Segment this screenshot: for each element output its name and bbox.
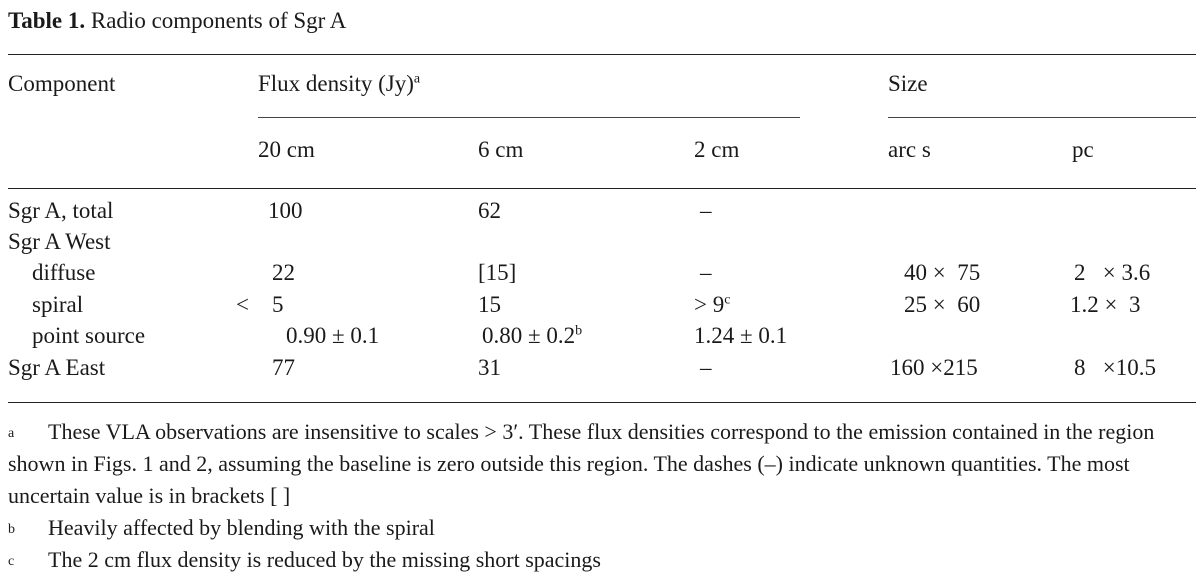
- bottom-rule: [8, 402, 1196, 403]
- cell-20cm: 5: [272, 292, 284, 317]
- cell-2cm: –: [700, 260, 712, 285]
- footnote-mark: c: [8, 554, 15, 569]
- top-rule: [8, 54, 1196, 55]
- header-flux-density-label: Flux density (Jy): [258, 71, 414, 96]
- cell-2cm: [694, 292, 730, 318]
- row-name: point source: [32, 323, 146, 348]
- header-size: Size: [888, 71, 928, 96]
- cell-pc: 1.2 × 3: [1070, 292, 1141, 317]
- cell-6cm: 31: [478, 355, 501, 380]
- header-pc: pc: [1072, 137, 1094, 162]
- cell-20cm: 0.90 ± 0.1: [286, 323, 380, 348]
- cell-20cm: 100: [268, 198, 303, 223]
- cell-20cm-prefix: <: [236, 292, 249, 317]
- table-title: Radio components of Sgr A: [90, 8, 347, 33]
- header-flux-note: a: [413, 71, 421, 87]
- cell-pc: 2 × 3.6: [1074, 260, 1151, 285]
- table-caption: [8, 8, 346, 34]
- row-name: spiral: [32, 292, 84, 317]
- cell-6cm: 15: [478, 292, 501, 317]
- cell-2cm: –: [700, 198, 712, 223]
- header-rule: [8, 188, 1196, 189]
- footnote-b: [8, 512, 1196, 544]
- header-6cm: 6 cm: [478, 137, 524, 162]
- footnote-mark: a: [8, 426, 15, 441]
- size-subrule: [888, 117, 1196, 118]
- cell-2cm: 1.24 ± 0.1: [694, 323, 788, 348]
- cell-arcs: 40 × 75: [904, 260, 981, 285]
- cell-6cm: [15]: [478, 260, 517, 285]
- cell-20cm: 77: [272, 355, 295, 380]
- footnote-c: [8, 544, 1196, 576]
- header-component: Component: [8, 71, 116, 96]
- cell-2cm: –: [700, 355, 712, 380]
- cell-6cm: 62: [478, 198, 501, 223]
- header-2cm: 2 cm: [694, 137, 740, 162]
- header-arcs: arc s: [888, 137, 931, 162]
- cell-pc: 8 ×10.5: [1074, 355, 1156, 380]
- footnote-text: Heavily affected by blending with the spiral: [48, 515, 435, 540]
- footnote-text: These VLA observations are insensitive to scales > 3′. These flux densities correspond to the emission contained in the region shown in Figs. 1 and 2, assuming the baseline is zero outside this region. The dashes (–) indicate unknown quantities. The most uncertain value is in brackets [ ]: [8, 419, 1155, 508]
- cell-6cm: [482, 323, 582, 349]
- footnote-mark: b: [8, 522, 15, 537]
- cell-2cm-value: > 9: [694, 292, 725, 317]
- row-name: Sgr A, total: [8, 198, 114, 223]
- cell-2cm-note: c: [724, 292, 731, 308]
- cell-arcs: 160 ×215: [890, 355, 978, 380]
- footnote-text: The 2 cm flux density is reduced by the missing short spacings: [48, 547, 601, 572]
- cell-6cm-note: b: [575, 323, 583, 339]
- cell-arcs: 25 × 60: [904, 292, 981, 317]
- header-flux-density: [258, 71, 420, 97]
- cell-6cm-value: 0.80 ± 0.2: [482, 323, 576, 348]
- row-name: diffuse: [32, 260, 96, 285]
- flux-density-subrule: [258, 117, 800, 118]
- cell-20cm: 22: [272, 260, 295, 285]
- table-label: Table 1.: [8, 8, 86, 33]
- row-name: Sgr A West: [8, 229, 111, 254]
- header-20cm: 20 cm: [258, 137, 315, 162]
- row-name: Sgr A East: [8, 355, 106, 380]
- footnote-a: [8, 416, 1196, 512]
